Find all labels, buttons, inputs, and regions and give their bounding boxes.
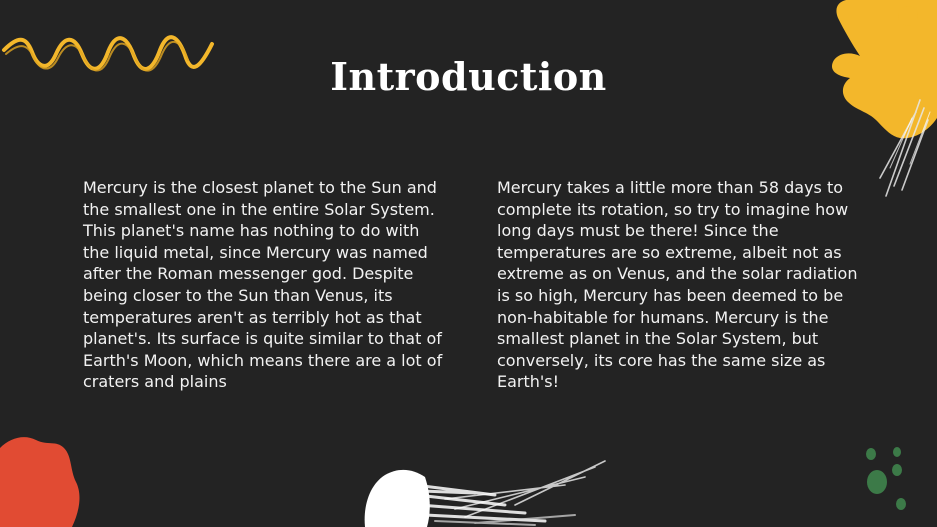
intro-paragraph-left: Mercury is the closest planet to the Sun and the smallest one in the entire Solar System. This planet's name has nothing to do with the liquid metal, since Mercury was named after the Roman messenger god. Despite being closer to the Sun than Venus, its temperatures aren't as terribly hot as that planet's. Its surface is quite similar to that of Earth's Moon, which means there are a lot of craters and plains [83, 178, 443, 392]
intro-paragraph-right: Mercury takes a little more than 58 days to complete its rotation, so try to imagine how long days must be there! Since the temperatures are so extreme, albeit not as extreme as on Venus, and the solar radiation is so high, Mercury has been deemed to be non-habitable for humans. Mercury is the smallest planet in the Solar System, but conversely, its core has the same size as Earth's! [497, 178, 858, 392]
yellow-blob-decoration [790, 0, 937, 200]
white-brush-stroke-decoration [355, 455, 615, 527]
slide-title: Introduction [330, 54, 607, 99]
red-blob-decoration [0, 430, 110, 527]
green-dots-decoration [855, 442, 915, 522]
